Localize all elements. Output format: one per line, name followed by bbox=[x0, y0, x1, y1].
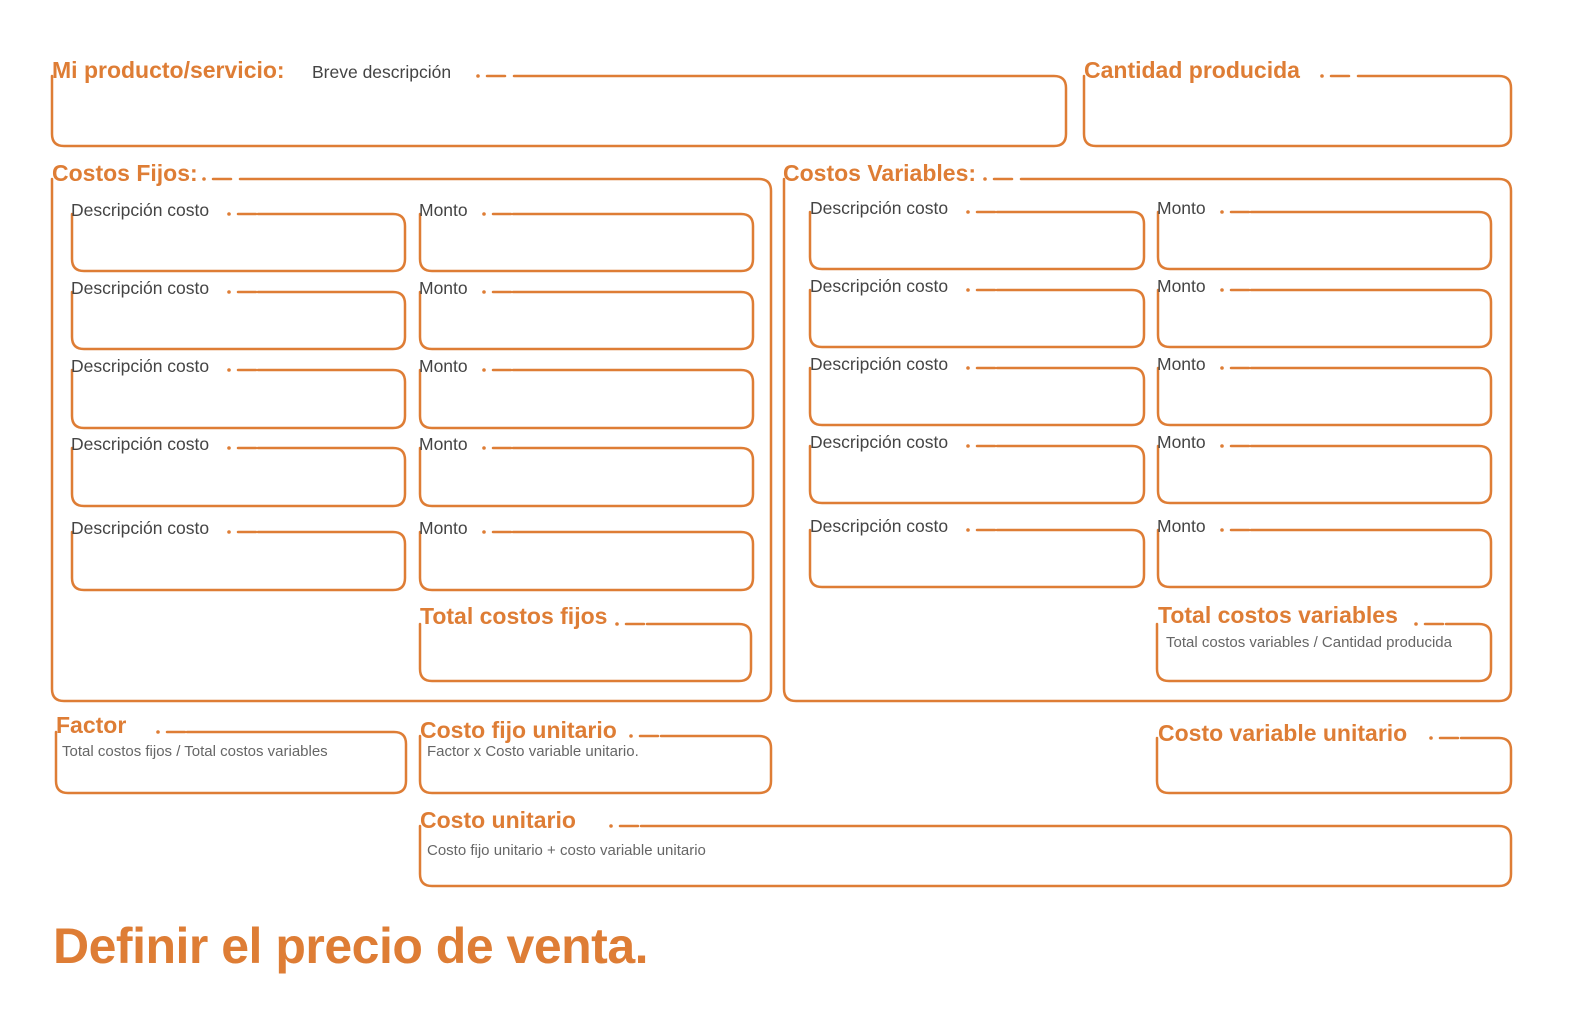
fixed-costs-title: Costos Fijos: bbox=[52, 160, 198, 186]
fixed-description-field-1[interactable] bbox=[72, 214, 405, 271]
variable-amount-field-5[interactable] bbox=[1158, 530, 1491, 587]
dot-ornament bbox=[966, 528, 970, 532]
dot-ornament bbox=[966, 210, 970, 214]
dot-ornament bbox=[1320, 74, 1324, 78]
total-fixed-costs-label: Total costos fijos bbox=[420, 603, 608, 629]
dot-ornament bbox=[1220, 288, 1224, 292]
product-description-field[interactable] bbox=[52, 76, 1066, 146]
dot-ornament bbox=[227, 290, 231, 294]
variable-description-label-2: Descripción costo bbox=[810, 276, 949, 296]
dot-ornament bbox=[966, 366, 970, 370]
fixed-amount-field-4[interactable] bbox=[420, 448, 753, 506]
fixed-amount-field-3[interactable] bbox=[420, 370, 753, 428]
unit-variable-cost-label: Costo variable unitario bbox=[1158, 720, 1408, 746]
dot-ornament bbox=[482, 368, 486, 372]
fixed-amount-label-1: Monto bbox=[419, 200, 468, 220]
unit-cost-hint: Costo fijo unitario + costo variable unitario bbox=[427, 842, 706, 859]
dot-ornament bbox=[227, 530, 231, 534]
variable-amount-label-4: Monto bbox=[1157, 432, 1206, 452]
dot-ornament bbox=[156, 730, 160, 734]
variable-amount-field-3[interactable] bbox=[1158, 368, 1491, 425]
dot-ornament bbox=[1414, 622, 1418, 626]
total-variable-costs-hint: Total costos variables / Cantidad producida bbox=[1166, 634, 1452, 651]
fixed-amount-field-1[interactable] bbox=[420, 214, 753, 271]
dot-ornament bbox=[983, 177, 987, 181]
dot-ornament bbox=[1220, 444, 1224, 448]
variable-amount-label-1: Monto bbox=[1157, 198, 1206, 218]
dot-ornament bbox=[482, 212, 486, 216]
fixed-description-label-5: Descripción costo bbox=[71, 518, 210, 538]
fixed-total-field[interactable] bbox=[420, 624, 751, 681]
unit-fixed-cost-hint: Factor x Costo variable unitario. bbox=[427, 743, 639, 760]
product-hint: Breve descripción bbox=[312, 62, 452, 82]
fixed-description-label-4: Descripción costo bbox=[71, 434, 210, 454]
fixed-amount-label-5: Monto bbox=[419, 518, 468, 538]
variable-amount-field-1[interactable] bbox=[1158, 212, 1491, 269]
unit-cost-label: Costo unitario bbox=[420, 807, 576, 833]
variable-description-label-5: Descripción costo bbox=[810, 516, 949, 536]
fixed-amount-label-3: Monto bbox=[419, 356, 468, 376]
dot-ornament bbox=[629, 734, 633, 738]
fixed-description-field-3[interactable] bbox=[72, 370, 405, 428]
dot-ornament bbox=[966, 444, 970, 448]
fixed-description-field-2[interactable] bbox=[72, 292, 405, 349]
factor-hint: Total costos fijos / Total costos variables bbox=[62, 743, 328, 760]
variable-amount-field-4[interactable] bbox=[1158, 446, 1491, 503]
dot-ornament bbox=[482, 530, 486, 534]
unit-fixed-cost-label: Costo fijo unitario bbox=[420, 717, 617, 743]
fixed-amount-label-4: Monto bbox=[419, 434, 468, 454]
variable-description-field-5[interactable] bbox=[810, 530, 1144, 587]
variable-amount-label-2: Monto bbox=[1157, 276, 1206, 296]
dot-ornament bbox=[1220, 210, 1224, 214]
total-variable-costs-label: Total costos variables bbox=[1158, 602, 1398, 628]
fixed-amount-field-5[interactable] bbox=[420, 532, 753, 590]
variable-amount-label-3: Monto bbox=[1157, 354, 1206, 374]
quantity-field[interactable] bbox=[1084, 76, 1511, 146]
fixed-description-label-2: Descripción costo bbox=[71, 278, 210, 298]
product-label: Mi producto/servicio: bbox=[52, 57, 285, 83]
factor-field[interactable] bbox=[56, 732, 406, 793]
variable-description-label-4: Descripción costo bbox=[810, 432, 949, 452]
dot-ornament bbox=[476, 74, 480, 78]
variable-description-field-1[interactable] bbox=[810, 212, 1144, 269]
fixed-description-label-3: Descripción costo bbox=[71, 356, 210, 376]
variable-amount-label-5: Monto bbox=[1157, 516, 1206, 536]
dot-ornament bbox=[227, 212, 231, 216]
variable-costs-title: Costos Variables: bbox=[783, 160, 977, 186]
variable-total-field[interactable] bbox=[1157, 624, 1491, 681]
variable-description-label-3: Descripción costo bbox=[810, 354, 949, 374]
fixed-amount-field-2[interactable] bbox=[420, 292, 753, 349]
fixed-amount-label-2: Monto bbox=[419, 278, 468, 298]
fixed-description-field-4[interactable] bbox=[72, 448, 405, 506]
quantity-label: Cantidad producida bbox=[1084, 57, 1300, 83]
page-title: Definir el precio de venta. bbox=[53, 918, 649, 974]
dot-ornament bbox=[615, 622, 619, 626]
variable-description-label-1: Descripción costo bbox=[810, 198, 949, 218]
dot-ornament bbox=[1220, 366, 1224, 370]
fixed-description-field-5[interactable] bbox=[72, 532, 405, 590]
dot-ornament bbox=[202, 177, 206, 181]
dot-ornament bbox=[609, 824, 613, 828]
variable-description-field-4[interactable] bbox=[810, 446, 1144, 503]
dot-ornament bbox=[1429, 736, 1433, 740]
dot-ornament bbox=[482, 446, 486, 450]
dot-ornament bbox=[966, 288, 970, 292]
variable-description-field-3[interactable] bbox=[810, 368, 1144, 425]
dot-ornament bbox=[227, 446, 231, 450]
dot-ornament bbox=[482, 290, 486, 294]
variable-description-field-2[interactable] bbox=[810, 290, 1144, 347]
variable-amount-field-2[interactable] bbox=[1158, 290, 1491, 347]
factor-label: Factor bbox=[56, 712, 127, 738]
dot-ornament bbox=[1220, 528, 1224, 532]
dot-ornament bbox=[227, 368, 231, 372]
fixed-description-label-1: Descripción costo bbox=[71, 200, 210, 220]
